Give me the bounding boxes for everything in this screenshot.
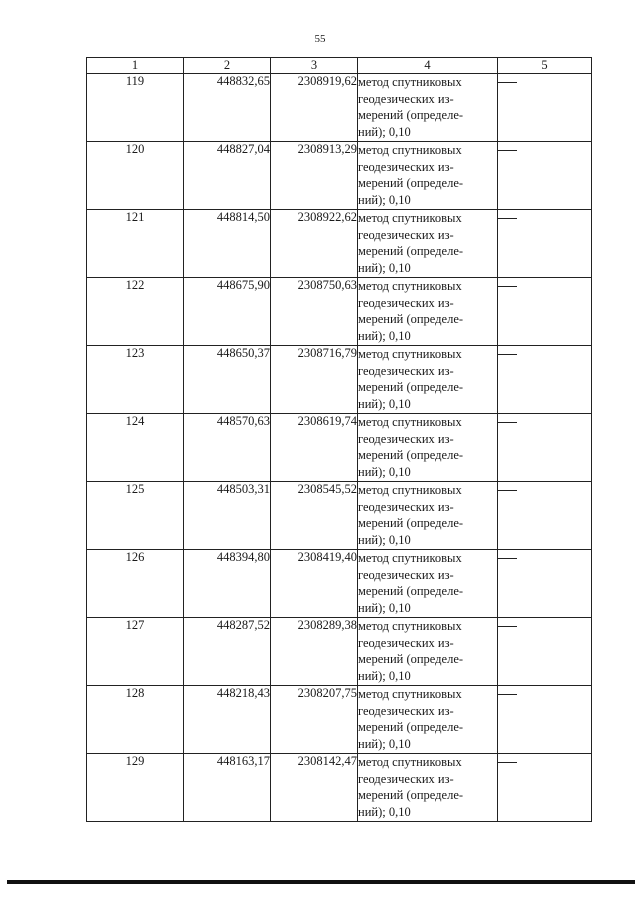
table-row (87, 74, 592, 142)
bottom-rule (7, 880, 635, 884)
x-coordinate-cell: 448394,80 (184, 550, 271, 618)
method-text-line: мерений (определе- (358, 720, 464, 734)
note-dash (498, 490, 517, 491)
method-text-line: геодезических из- (358, 635, 454, 650)
table-body (87, 74, 592, 822)
note-cell (498, 210, 592, 278)
method-text-line: метод спутниковых (358, 75, 462, 89)
method-text-line: геодезических из- (358, 295, 454, 310)
y-coordinate-cell: 2308419,40 (271, 550, 358, 618)
header-row (87, 58, 592, 74)
point-number-cell: 125 (87, 482, 184, 550)
method-text-line: мерений (определе- (358, 380, 464, 394)
note-dash (498, 422, 517, 423)
note-cell (498, 346, 592, 414)
method-text-line: мерений (определе- (358, 788, 464, 802)
column-header-2: 2 (184, 58, 271, 74)
x-coordinate-cell: 448675,90 (184, 278, 271, 346)
x-coordinate-cell: 448814,50 (184, 210, 271, 278)
note-dash (498, 558, 517, 559)
point-number-cell: 124 (87, 414, 184, 482)
point-number-cell: 128 (87, 686, 184, 754)
method-text-line: мерений (определе- (358, 584, 464, 598)
column-header-1: 1 (87, 58, 184, 74)
note-dash (498, 762, 517, 763)
method-cell (358, 754, 498, 822)
method-text-line: метод спутниковых (358, 619, 462, 633)
method-text-line: мерений (определе- (358, 516, 464, 530)
method-text-line: метод спутниковых (358, 143, 462, 157)
table-row (87, 346, 592, 414)
point-number-cell: 126 (87, 550, 184, 618)
note-cell (498, 482, 592, 550)
note-cell (498, 278, 592, 346)
coordinates-table (86, 57, 592, 822)
method-text-line: ний); 0,10 (358, 532, 411, 547)
table-row (87, 754, 592, 822)
method-text-line: геодезических из- (358, 499, 454, 514)
method-cell (358, 210, 498, 278)
point-number-cell: 120 (87, 142, 184, 210)
y-coordinate-cell: 2308922,62 (271, 210, 358, 278)
method-text-line: ний); 0,10 (358, 668, 411, 683)
point-number-cell: 129 (87, 754, 184, 822)
method-text-line: ний); 0,10 (358, 396, 411, 411)
x-coordinate-cell: 448287,52 (184, 618, 271, 686)
method-cell (358, 482, 498, 550)
point-number-cell: 127 (87, 618, 184, 686)
column-header-3: 3 (271, 58, 358, 74)
x-coordinate-cell: 448218,43 (184, 686, 271, 754)
note-dash (498, 82, 517, 83)
x-coordinate-cell: 448503,31 (184, 482, 271, 550)
table-row (87, 550, 592, 618)
y-coordinate-cell: 2308919,62 (271, 74, 358, 142)
y-coordinate-cell: 2308750,63 (271, 278, 358, 346)
method-text-line: метод спутниковых (358, 483, 462, 497)
note-cell (498, 618, 592, 686)
table-row (87, 210, 592, 278)
y-coordinate-cell: 2308619,74 (271, 414, 358, 482)
method-text-line: геодезических из- (358, 567, 454, 582)
y-coordinate-cell: 2308142,47 (271, 754, 358, 822)
table-row (87, 482, 592, 550)
x-coordinate-cell: 448163,17 (184, 754, 271, 822)
method-text-line: метод спутниковых (358, 551, 462, 565)
x-coordinate-cell: 448832,65 (184, 74, 271, 142)
note-dash (498, 150, 517, 151)
method-text-line: ний); 0,10 (358, 600, 411, 615)
method-text-line: мерений (определе- (358, 176, 464, 190)
table-row (87, 278, 592, 346)
method-text-line: ний); 0,10 (358, 192, 411, 207)
y-coordinate-cell: 2308207,75 (271, 686, 358, 754)
x-coordinate-cell: 448570,63 (184, 414, 271, 482)
method-text-line: геодезических из- (358, 159, 454, 174)
note-cell (498, 74, 592, 142)
method-cell (358, 142, 498, 210)
page-number: 55 (314, 33, 326, 45)
method-text-line: ний); 0,10 (358, 464, 411, 479)
point-number-cell: 123 (87, 346, 184, 414)
method-text-line: мерений (определе- (358, 448, 464, 462)
y-coordinate-cell: 2308913,29 (271, 142, 358, 210)
method-text-line: геодезических из- (358, 431, 454, 446)
method-text-line: метод спутниковых (358, 211, 462, 225)
y-coordinate-cell: 2308545,52 (271, 482, 358, 550)
table-row (87, 414, 592, 482)
table-row (87, 142, 592, 210)
method-text-line: геодезических из- (358, 91, 454, 106)
note-dash (498, 626, 517, 627)
method-text-line: ний); 0,10 (358, 736, 411, 751)
method-text-line: метод спутниковых (358, 279, 462, 293)
method-cell (358, 618, 498, 686)
note-cell (498, 550, 592, 618)
method-text-line: метод спутниковых (358, 347, 462, 361)
method-text-line: геодезических из- (358, 363, 454, 378)
x-coordinate-cell: 448827,04 (184, 142, 271, 210)
column-header-4: 4 (358, 58, 498, 74)
method-cell (358, 278, 498, 346)
method-cell (358, 74, 498, 142)
point-number-cell: 122 (87, 278, 184, 346)
table-header (87, 58, 592, 74)
method-text-line: мерений (определе- (358, 312, 464, 326)
method-text-line: мерений (определе- (358, 244, 464, 258)
note-dash (498, 354, 517, 355)
note-cell (498, 414, 592, 482)
method-text-line: ний); 0,10 (358, 124, 411, 139)
method-cell (358, 686, 498, 754)
y-coordinate-cell: 2308289,38 (271, 618, 358, 686)
method-cell (358, 550, 498, 618)
method-text-line: мерений (определе- (358, 652, 464, 666)
table-row (87, 618, 592, 686)
method-text-line: ний); 0,10 (358, 260, 411, 275)
column-header-5: 5 (498, 58, 592, 74)
note-dash (498, 694, 517, 695)
point-number-cell: 119 (87, 74, 184, 142)
x-coordinate-cell: 448650,37 (184, 346, 271, 414)
point-number-cell: 121 (87, 210, 184, 278)
method-text-line: метод спутниковых (358, 415, 462, 429)
note-cell (498, 142, 592, 210)
method-cell (358, 346, 498, 414)
method-text-line: геодезических из- (358, 703, 454, 718)
method-text-line: ний); 0,10 (358, 804, 411, 819)
method-text-line: метод спутниковых (358, 755, 462, 769)
method-text-line: геодезических из- (358, 227, 454, 242)
method-text-line: метод спутниковых (358, 687, 462, 701)
y-coordinate-cell: 2308716,79 (271, 346, 358, 414)
table-row (87, 686, 592, 754)
method-cell (358, 414, 498, 482)
method-text-line: мерений (определе- (358, 108, 464, 122)
note-dash (498, 286, 517, 287)
note-cell (498, 686, 592, 754)
method-text-line: геодезических из- (358, 771, 454, 786)
note-cell (498, 754, 592, 822)
method-text-line: ний); 0,10 (358, 328, 411, 343)
note-dash (498, 218, 517, 219)
